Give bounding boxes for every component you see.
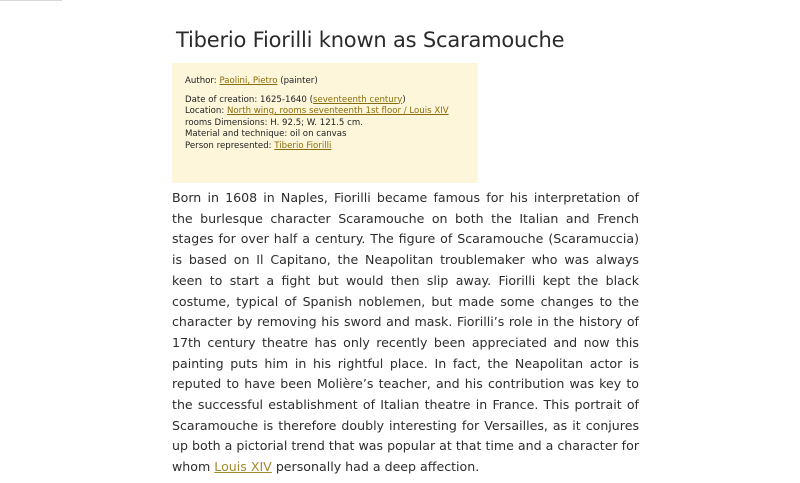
material-label: Material and technique	[185, 129, 285, 139]
author-label: Author	[185, 76, 214, 86]
description-tail: personally had a deep affection.	[275, 459, 480, 475]
person-label: Person represented	[185, 140, 269, 151]
page-title: Tiberio Fiorilli known as Scaramouche	[176, 28, 565, 52]
date-row: Date of creation: 1625-1640 (seventeenth century)	[185, 94, 406, 105]
location-label: Location	[185, 106, 222, 116]
person-link[interactable]: Tiberio Fiorilli	[274, 140, 332, 151]
artwork-details-card	[172, 63, 478, 183]
dimensions-label: Dimensions	[214, 117, 265, 128]
material-row: Material and technique: oil on canvas	[185, 129, 347, 139]
date-label: Date of creation	[185, 94, 255, 105]
location-row: Location: North wing, rooms seventeenth 1st floor / Louis XIV	[185, 106, 449, 116]
top-divider	[0, 0, 62, 1]
date-value: 1625-1640	[260, 94, 307, 105]
author-role: (painter)	[280, 76, 318, 86]
location-link[interactable]: North wing, rooms seventeenth 1st floor / Louis XIV	[227, 106, 449, 116]
author-link[interactable]: Paolini, Pietro	[219, 76, 278, 86]
location-continuation: rooms	[185, 117, 212, 128]
person-row: Person represented: Tiberio Fiorilli	[185, 140, 332, 151]
description-paragraph	[172, 188, 639, 478]
material-value: oil on canvas	[290, 129, 347, 139]
louis-xiv-link[interactable]: Louis XIV	[214, 459, 272, 475]
dimensions-value: H. 92.5; W. 121.5 cm.	[270, 117, 363, 128]
century-link[interactable]: seventeenth century	[312, 94, 403, 105]
description-text: Born in 1608 in Naples, Fiorilli became famous for his interpretation of the burlesque character Scaramouche on both the Italian and French stages for over half a century. The figure of Scaramouche (Scaramuccia) is based on Il Capitano, the Neapolitan troublemaker who was always keen to start a fight but would then slip away. Fiorilli kept the black costume, typical of Spanish noblemen, but made some changes to the character by removing his sword and mask. Fiorilli’s role in the history of 17th century theatre has only recently been appreciated and now this painting puts him in his rightful place. In fact, the Neapolitan actor is reputed to have been Molière’s teacher, and his contribution was key to the successful establishment of Italian theatre in France. This portrait of Scaramouche is therefore doubly interesting for Versailles, as it conjures up both a pictorial trend that was popular at that time and a character for whom	[172, 190, 639, 475]
author-row: Author: Paolini, Pietro (painter)	[185, 76, 318, 86]
dimensions-row: rooms Dimensions: H. 92.5; W. 121.5 cm.	[185, 117, 363, 128]
